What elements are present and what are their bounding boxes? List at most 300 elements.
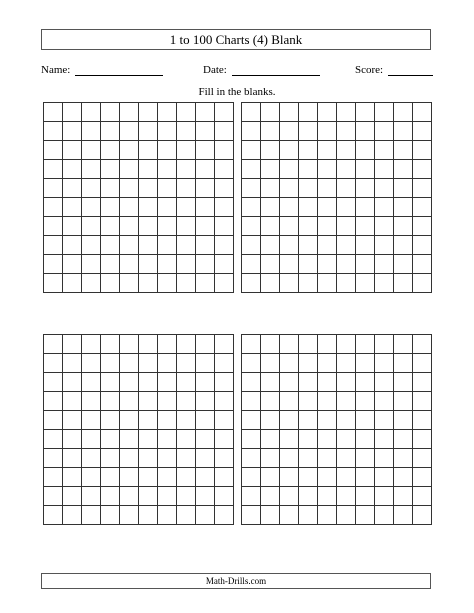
grid-cell[interactable] <box>44 217 63 236</box>
grid-cell[interactable] <box>139 487 158 506</box>
grid-cell[interactable] <box>177 179 196 198</box>
grid-cell[interactable] <box>242 392 261 411</box>
grid-cell[interactable] <box>101 103 120 122</box>
grid-cell[interactable] <box>337 430 356 449</box>
grid-cell[interactable] <box>158 354 177 373</box>
grid-cell[interactable] <box>356 179 375 198</box>
grid-cell[interactable] <box>299 160 318 179</box>
grid-cell[interactable] <box>318 468 337 487</box>
grid-cell[interactable] <box>375 411 394 430</box>
grid-cell[interactable] <box>196 354 215 373</box>
grid-cell[interactable] <box>242 449 261 468</box>
grid-cell[interactable] <box>356 392 375 411</box>
grid-cell[interactable] <box>242 103 261 122</box>
grid-cell[interactable] <box>375 179 394 198</box>
grid-cell[interactable] <box>394 335 413 354</box>
grid-cell[interactable] <box>261 487 280 506</box>
grid-cell[interactable] <box>44 198 63 217</box>
grid-cell[interactable] <box>280 487 299 506</box>
grid-cell[interactable] <box>280 506 299 525</box>
grid-cell[interactable] <box>63 141 82 160</box>
grid-cell[interactable] <box>337 255 356 274</box>
grid-cell[interactable] <box>318 217 337 236</box>
grid-cell[interactable] <box>375 335 394 354</box>
grid-cell[interactable] <box>394 430 413 449</box>
grid-cell[interactable] <box>280 217 299 236</box>
grid-cell[interactable] <box>356 411 375 430</box>
grid-cell[interactable] <box>44 354 63 373</box>
grid-cell[interactable] <box>280 122 299 141</box>
grid-cell[interactable] <box>82 122 101 141</box>
grid-cell[interactable] <box>394 198 413 217</box>
grid-cell[interactable] <box>177 198 196 217</box>
grid-cell[interactable] <box>177 236 196 255</box>
grid-cell[interactable] <box>63 506 82 525</box>
grid-cell[interactable] <box>356 236 375 255</box>
grid-cell[interactable] <box>375 430 394 449</box>
grid-cell[interactable] <box>413 430 432 449</box>
grid-cell[interactable] <box>280 255 299 274</box>
grid-cell[interactable] <box>215 160 234 179</box>
grid-cell[interactable] <box>318 506 337 525</box>
grid-cell[interactable] <box>413 255 432 274</box>
grid-cell[interactable] <box>196 160 215 179</box>
grid-cell[interactable] <box>215 335 234 354</box>
grid-cell[interactable] <box>299 179 318 198</box>
grid-cell[interactable] <box>375 487 394 506</box>
grid-cell[interactable] <box>242 255 261 274</box>
grid-cell[interactable] <box>261 217 280 236</box>
grid-cell[interactable] <box>318 122 337 141</box>
grid-cell[interactable] <box>158 449 177 468</box>
grid-cell[interactable] <box>101 274 120 293</box>
grid-cell[interactable] <box>242 236 261 255</box>
grid-cell[interactable] <box>261 506 280 525</box>
grid-cell[interactable] <box>356 506 375 525</box>
grid-cell[interactable] <box>318 160 337 179</box>
grid-cell[interactable] <box>242 373 261 392</box>
grid-cell[interactable] <box>196 449 215 468</box>
grid-cell[interactable] <box>318 141 337 160</box>
grid-cell[interactable] <box>299 198 318 217</box>
grid-cell[interactable] <box>215 236 234 255</box>
grid-cell[interactable] <box>158 335 177 354</box>
grid-cell[interactable] <box>44 255 63 274</box>
grid-cell[interactable] <box>44 430 63 449</box>
grid-cell[interactable] <box>318 392 337 411</box>
grid-cell[interactable] <box>413 354 432 373</box>
grid-cell[interactable] <box>158 373 177 392</box>
grid-cell[interactable] <box>242 506 261 525</box>
grid-cell[interactable] <box>158 103 177 122</box>
grid-cell[interactable] <box>413 487 432 506</box>
grid-cell[interactable] <box>158 236 177 255</box>
grid-cell[interactable] <box>63 487 82 506</box>
grid-cell[interactable] <box>413 217 432 236</box>
grid-cell[interactable] <box>82 335 101 354</box>
grid-cell[interactable] <box>375 373 394 392</box>
grid-cell[interactable] <box>63 217 82 236</box>
grid-cell[interactable] <box>356 122 375 141</box>
grid-cell[interactable] <box>44 335 63 354</box>
grid-cell[interactable] <box>44 392 63 411</box>
grid-cell[interactable] <box>82 392 101 411</box>
grid-cell[interactable] <box>261 236 280 255</box>
grid-cell[interactable] <box>82 217 101 236</box>
grid-cell[interactable] <box>280 373 299 392</box>
grid-cell[interactable] <box>337 217 356 236</box>
grid-cell[interactable] <box>139 160 158 179</box>
grid-cell[interactable] <box>375 354 394 373</box>
grid-cell[interactable] <box>299 373 318 392</box>
grid-cell[interactable] <box>101 411 120 430</box>
grid-cell[interactable] <box>215 122 234 141</box>
grid-cell[interactable] <box>242 179 261 198</box>
grid-cell[interactable] <box>196 335 215 354</box>
grid-cell[interactable] <box>375 255 394 274</box>
grid-cell[interactable] <box>82 103 101 122</box>
grid-cell[interactable] <box>82 506 101 525</box>
grid-cell[interactable] <box>196 430 215 449</box>
grid-cell[interactable] <box>394 103 413 122</box>
grid-cell[interactable] <box>242 430 261 449</box>
grid-cell[interactable] <box>44 274 63 293</box>
grid-cell[interactable] <box>375 392 394 411</box>
grid-cell[interactable] <box>337 373 356 392</box>
grid-cell[interactable] <box>337 411 356 430</box>
grid-cell[interactable] <box>375 468 394 487</box>
grid-cell[interactable] <box>261 335 280 354</box>
grid-cell[interactable] <box>63 122 82 141</box>
grid-cell[interactable] <box>261 255 280 274</box>
grid-cell[interactable] <box>215 179 234 198</box>
grid-cell[interactable] <box>139 198 158 217</box>
grid-cell[interactable] <box>82 373 101 392</box>
grid-cell[interactable] <box>82 198 101 217</box>
grid-cell[interactable] <box>139 179 158 198</box>
grid-cell[interactable] <box>120 487 139 506</box>
grid-cell[interactable] <box>413 274 432 293</box>
grid-cell[interactable] <box>120 274 139 293</box>
grid-cell[interactable] <box>215 217 234 236</box>
grid-cell[interactable] <box>177 217 196 236</box>
grid-cell[interactable] <box>63 392 82 411</box>
grid-cell[interactable] <box>63 274 82 293</box>
grid-cell[interactable] <box>63 373 82 392</box>
grid-cell[interactable] <box>261 392 280 411</box>
grid-cell[interactable] <box>413 179 432 198</box>
grid-cell[interactable] <box>215 198 234 217</box>
grid-cell[interactable] <box>375 103 394 122</box>
name-blank-line[interactable] <box>75 62 163 76</box>
grid-cell[interactable] <box>139 141 158 160</box>
grid-cell[interactable] <box>242 335 261 354</box>
grid-cell[interactable] <box>261 449 280 468</box>
grid-cell[interactable] <box>318 103 337 122</box>
grid-cell[interactable] <box>356 354 375 373</box>
grid-cell[interactable] <box>158 198 177 217</box>
grid-cell[interactable] <box>196 217 215 236</box>
grid-cell[interactable] <box>177 411 196 430</box>
grid-cell[interactable] <box>280 160 299 179</box>
grid-cell[interactable] <box>196 411 215 430</box>
grid-cell[interactable] <box>101 449 120 468</box>
grid-cell[interactable] <box>394 160 413 179</box>
grid-cell[interactable] <box>82 236 101 255</box>
grid-cell[interactable] <box>337 122 356 141</box>
grid-cell[interactable] <box>44 449 63 468</box>
grid-cell[interactable] <box>120 354 139 373</box>
score-field[interactable] <box>355 60 433 76</box>
grid-cell[interactable] <box>337 236 356 255</box>
grid-cell[interactable] <box>139 335 158 354</box>
grid-cell[interactable] <box>413 411 432 430</box>
grid-cell[interactable] <box>82 255 101 274</box>
grid-cell[interactable] <box>413 198 432 217</box>
grid-cell[interactable] <box>120 141 139 160</box>
grid-cell[interactable] <box>394 506 413 525</box>
grid-cell[interactable] <box>215 468 234 487</box>
grid-cell[interactable] <box>44 468 63 487</box>
grid-cell[interactable] <box>394 468 413 487</box>
grid-cell[interactable] <box>177 354 196 373</box>
grid-cell[interactable] <box>139 103 158 122</box>
grid-cell[interactable] <box>177 468 196 487</box>
grid-cell[interactable] <box>101 487 120 506</box>
grid-cell[interactable] <box>139 274 158 293</box>
grid-cell[interactable] <box>318 487 337 506</box>
grid-cell[interactable] <box>139 430 158 449</box>
grid-cell[interactable] <box>196 236 215 255</box>
grid-cell[interactable] <box>158 506 177 525</box>
grid-cell[interactable] <box>196 255 215 274</box>
grid-cell[interactable] <box>356 217 375 236</box>
grid-cell[interactable] <box>280 141 299 160</box>
grid-cell[interactable] <box>242 354 261 373</box>
grid-cell[interactable] <box>299 449 318 468</box>
grid-cell[interactable] <box>82 430 101 449</box>
grid-cell[interactable] <box>196 487 215 506</box>
grid-cell[interactable] <box>413 392 432 411</box>
grid-cell[interactable] <box>101 468 120 487</box>
grid-cell[interactable] <box>158 392 177 411</box>
grid-cell[interactable] <box>63 198 82 217</box>
grid-cell[interactable] <box>318 255 337 274</box>
grid-cell[interactable] <box>120 217 139 236</box>
grid-cell[interactable] <box>261 122 280 141</box>
grid-cell[interactable] <box>337 141 356 160</box>
grid-cell[interactable] <box>261 430 280 449</box>
grid-cell[interactable] <box>120 506 139 525</box>
grid-cell[interactable] <box>196 274 215 293</box>
grid-cell[interactable] <box>280 468 299 487</box>
grid-cell[interactable] <box>63 179 82 198</box>
grid-cell[interactable] <box>318 179 337 198</box>
grid-cell[interactable] <box>375 160 394 179</box>
grid-cell[interactable] <box>63 430 82 449</box>
grid-cell[interactable] <box>158 430 177 449</box>
grid-cell[interactable] <box>375 236 394 255</box>
grid-cell[interactable] <box>299 141 318 160</box>
grid-cell[interactable] <box>120 198 139 217</box>
grid-cell[interactable] <box>215 141 234 160</box>
score-blank-line[interactable] <box>388 62 433 76</box>
grid-cell[interactable] <box>101 506 120 525</box>
grid-cell[interactable] <box>413 160 432 179</box>
date-field[interactable] <box>203 60 320 76</box>
grid-cell[interactable] <box>375 141 394 160</box>
grid-cell[interactable] <box>82 468 101 487</box>
grid-cell[interactable] <box>215 430 234 449</box>
grid-cell[interactable] <box>318 430 337 449</box>
grid-cell[interactable] <box>120 430 139 449</box>
grid-cell[interactable] <box>261 274 280 293</box>
grid-cell[interactable] <box>101 141 120 160</box>
grid-cell[interactable] <box>280 179 299 198</box>
grid-cell[interactable] <box>394 411 413 430</box>
grid-cell[interactable] <box>120 255 139 274</box>
grid-cell[interactable] <box>177 160 196 179</box>
grid-cell[interactable] <box>120 236 139 255</box>
grid-cell[interactable] <box>318 236 337 255</box>
grid-cell[interactable] <box>82 354 101 373</box>
grid-cell[interactable] <box>44 122 63 141</box>
grid-cell[interactable] <box>139 411 158 430</box>
grid-cell[interactable] <box>215 411 234 430</box>
grid-cell[interactable] <box>215 392 234 411</box>
grid-cell[interactable] <box>337 335 356 354</box>
grid-cell[interactable] <box>101 236 120 255</box>
grid-cell[interactable] <box>280 103 299 122</box>
grid-cell[interactable] <box>413 103 432 122</box>
grid-cell[interactable] <box>356 468 375 487</box>
grid-cell[interactable] <box>299 392 318 411</box>
grid-cell[interactable] <box>44 236 63 255</box>
grid-cell[interactable] <box>177 430 196 449</box>
grid-cell[interactable] <box>394 255 413 274</box>
grid-cell[interactable] <box>158 217 177 236</box>
grid-cell[interactable] <box>242 122 261 141</box>
grid-cell[interactable] <box>337 198 356 217</box>
grid-cell[interactable] <box>44 103 63 122</box>
grid-cell[interactable] <box>63 160 82 179</box>
grid-cell[interactable] <box>356 103 375 122</box>
grid-cell[interactable] <box>394 373 413 392</box>
date-blank-line[interactable] <box>232 62 320 76</box>
grid-cell[interactable] <box>215 274 234 293</box>
grid-cell[interactable] <box>177 335 196 354</box>
grid-cell[interactable] <box>299 103 318 122</box>
grid-cell[interactable] <box>375 449 394 468</box>
grid-cell[interactable] <box>242 487 261 506</box>
grid-cell[interactable] <box>394 274 413 293</box>
grid-cell[interactable] <box>196 141 215 160</box>
grid-cell[interactable] <box>44 141 63 160</box>
grid-cell[interactable] <box>120 335 139 354</box>
grid-cell[interactable] <box>196 122 215 141</box>
grid-cell[interactable] <box>139 506 158 525</box>
grid-cell[interactable] <box>101 179 120 198</box>
grid-cell[interactable] <box>101 255 120 274</box>
grid-cell[interactable] <box>299 487 318 506</box>
name-field[interactable] <box>41 60 163 76</box>
grid-cell[interactable] <box>63 335 82 354</box>
grid-cell[interactable] <box>139 122 158 141</box>
grid-cell[interactable] <box>242 198 261 217</box>
grid-cell[interactable] <box>177 392 196 411</box>
grid-cell[interactable] <box>261 373 280 392</box>
grid-cell[interactable] <box>337 506 356 525</box>
grid-cell[interactable] <box>261 160 280 179</box>
grid-cell[interactable] <box>44 179 63 198</box>
grid-cell[interactable] <box>82 411 101 430</box>
grid-cell[interactable] <box>356 198 375 217</box>
grid-cell[interactable] <box>158 487 177 506</box>
grid-cell[interactable] <box>261 103 280 122</box>
grid-cell[interactable] <box>394 141 413 160</box>
grid-cell[interactable] <box>120 103 139 122</box>
grid-cell[interactable] <box>337 354 356 373</box>
grid-cell[interactable] <box>158 160 177 179</box>
grid-cell[interactable] <box>356 274 375 293</box>
grid-cell[interactable] <box>215 487 234 506</box>
grid-cell[interactable] <box>280 335 299 354</box>
grid-cell[interactable] <box>337 274 356 293</box>
grid-cell[interactable] <box>318 411 337 430</box>
grid-cell[interactable] <box>280 354 299 373</box>
grid-cell[interactable] <box>394 217 413 236</box>
grid-cell[interactable] <box>101 160 120 179</box>
grid-cell[interactable] <box>177 506 196 525</box>
grid-cell[interactable] <box>177 373 196 392</box>
grid-cell[interactable] <box>356 160 375 179</box>
grid-cell[interactable] <box>299 354 318 373</box>
grid-cell[interactable] <box>299 255 318 274</box>
grid-cell[interactable] <box>44 373 63 392</box>
grid-cell[interactable] <box>196 198 215 217</box>
grid-cell[interactable] <box>413 236 432 255</box>
grid-cell[interactable] <box>280 411 299 430</box>
grid-cell[interactable] <box>318 449 337 468</box>
grid-cell[interactable] <box>299 335 318 354</box>
grid-cell[interactable] <box>215 506 234 525</box>
grid-cell[interactable] <box>177 103 196 122</box>
grid-cell[interactable] <box>63 236 82 255</box>
grid-cell[interactable] <box>337 160 356 179</box>
grid-cell[interactable] <box>261 141 280 160</box>
grid-cell[interactable] <box>413 506 432 525</box>
grid-cell[interactable] <box>394 236 413 255</box>
grid-cell[interactable] <box>215 255 234 274</box>
grid-cell[interactable] <box>82 274 101 293</box>
grid-cell[interactable] <box>394 449 413 468</box>
grid-cell[interactable] <box>242 160 261 179</box>
grid-cell[interactable] <box>158 122 177 141</box>
grid-cell[interactable] <box>280 430 299 449</box>
grid-cell[interactable] <box>375 122 394 141</box>
grid-cell[interactable] <box>101 354 120 373</box>
grid-cell[interactable] <box>242 274 261 293</box>
grid-cell[interactable] <box>299 430 318 449</box>
grid-cell[interactable] <box>177 449 196 468</box>
grid-cell[interactable] <box>196 373 215 392</box>
grid-cell[interactable] <box>139 392 158 411</box>
grid-cell[interactable] <box>196 179 215 198</box>
grid-cell[interactable] <box>158 411 177 430</box>
grid-cell[interactable] <box>413 373 432 392</box>
grid-cell[interactable] <box>120 449 139 468</box>
grid-cell[interactable] <box>120 392 139 411</box>
